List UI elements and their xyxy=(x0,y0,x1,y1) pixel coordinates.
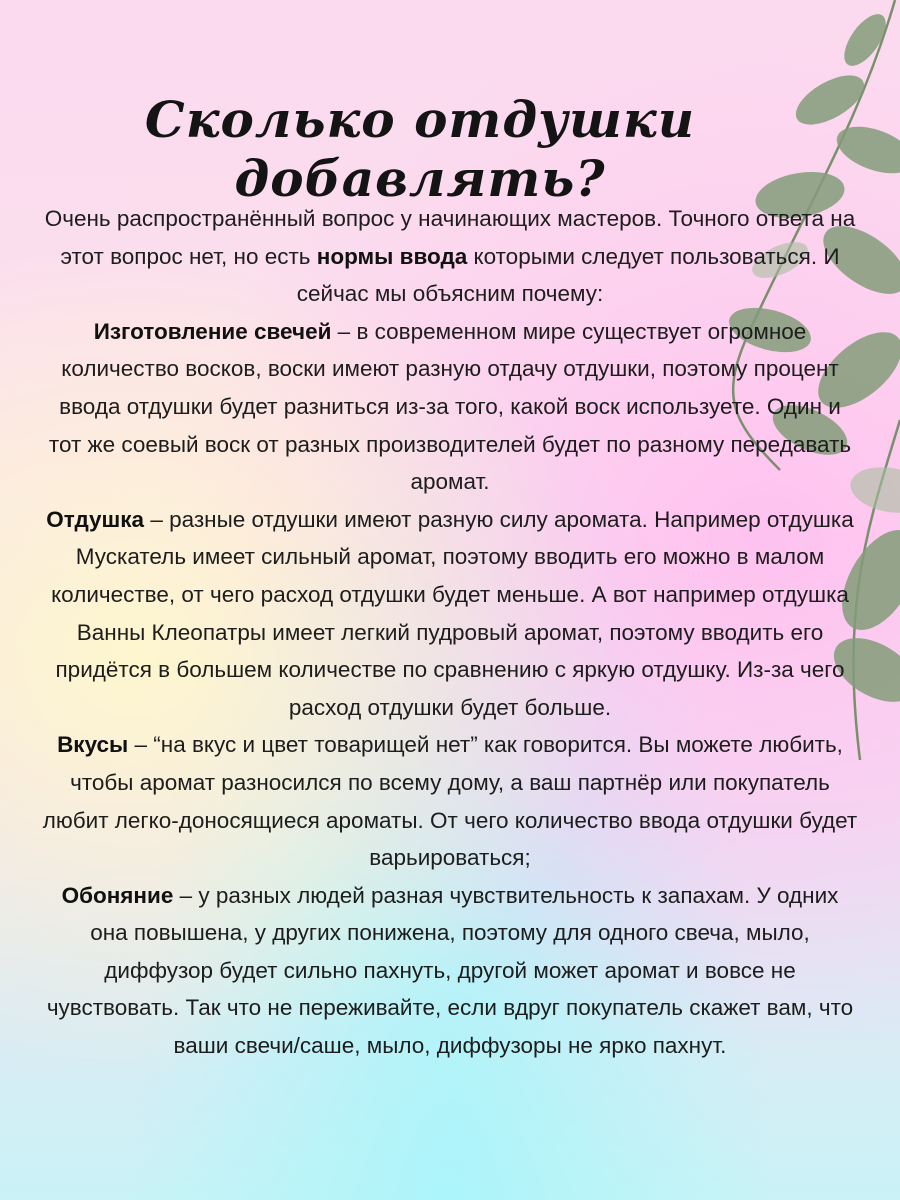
leaf xyxy=(831,118,900,183)
section-text: – “на вкус и цвет товарищей нет” как говорится. Вы можете любить, чтобы аромат разносился по всему дому, а ваш партнёр или покупатель любит легко-доносящиеся ароматы. От чего количество ввода отдушки будет варьироваться; xyxy=(42,732,858,871)
section-text: – у разных людей разная чувствительность к запахам. У одних она повышена, у других понижена, поэтому для одного свеча, мыло, диффузор будет сильно пахнуть, другой может аромат и вовсе не чувствовать. Так что не переживайте, если вдруг покупатель скажет вам, что ваши свечи/саше, мыло, диффузоры не ярко пахнут. xyxy=(46,882,854,1059)
page-title: Сколько отдушки добавлять? xyxy=(144,90,696,208)
intro-bold: нормы ввода xyxy=(316,243,468,269)
section-smell xyxy=(40,877,860,1065)
intro-paragraph xyxy=(40,200,860,313)
leaf xyxy=(836,7,893,72)
section-text: – разные отдушки имеют разную силу аромата. Например отдушка Мускатель имеет сильный аромат, поэтому вводить его можно в малом количестве, от чего расход отдушки будет меньше. А вот например отдушка Ванны Клеопатры имеет легкий пудровый аромат, поэтому вводить его придётся в большем количестве по сравнению с яркую отдушку. Из-за чего расход отдушки будет больше. xyxy=(51,506,854,720)
intro-text-end: которыми следует пользоваться. И сейчас мы объясним почему: xyxy=(296,243,840,307)
section-text: – в современном мире существует огромное количество восков, воски имеют разную отдачу отдушки, поэтому процент ввода отдушки будет разниться из-за того, какой воск используете. Один и тот же соевый воск от разных производителей будет по разному передавать аромат. xyxy=(48,318,852,495)
section-candles xyxy=(40,313,860,501)
section-fragrance xyxy=(40,501,860,727)
section-tastes xyxy=(40,726,860,876)
section-term: Вкусы xyxy=(57,732,129,758)
article-body xyxy=(40,200,860,1065)
section-term: Отдушка xyxy=(46,506,145,532)
section-term: Обоняние xyxy=(61,882,174,908)
intro-text: Очень распространённый вопрос у начинающих мастеров. Точного ответа на этот вопрос нет, но есть xyxy=(44,206,856,269)
section-term: Изготовление свечей xyxy=(93,318,332,344)
